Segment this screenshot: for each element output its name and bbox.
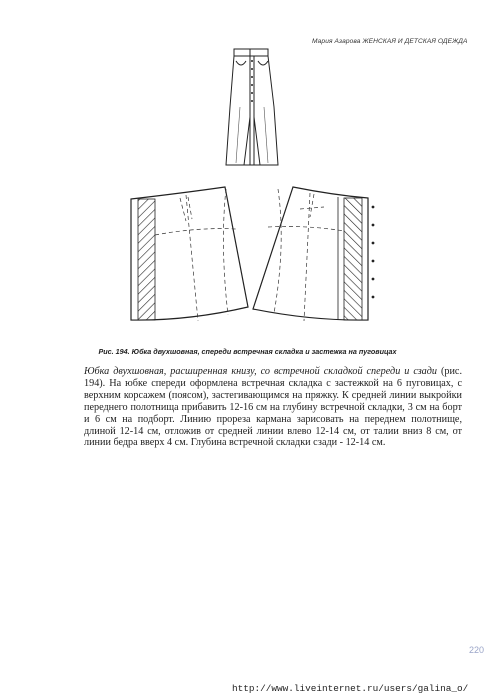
body-text-rest: (рис. 194). На юбке спереди оформлена встречная складка с застежкой на 6 пуговицах, с верхним корсажем (поясом), застегивающимся на пряжку. К средней линии выкройки переднего полотнища прибавить 12-16 см на глубину встречной складки, 3 см на борт и 6 см на подборт. Линию прореза кармана зарисовать на переднем полотнище, длиной 12-14 см, отложив от средней линии влево 12-14 см, от талии вниз 8 см, от линии бедра вверх 4 см. Глубина встречной складки сзади - 12-14 см. <box>84 366 463 449</box>
front-pattern-piece <box>253 187 374 321</box>
body-lead-italic: Юбка двухшовная, расширенная книзу, со встречной складкой спереди и сзади <box>84 366 438 377</box>
footer-url[interactable]: http://www.liveinternet.ru/users/galina_o/ <box>232 683 469 694</box>
running-header: Мария Азарова ЖЕНСКАЯ И ДЕТСКАЯ ОДЕЖДА <box>312 38 468 45</box>
pattern-pieces <box>128 185 376 330</box>
back-pattern-piece <box>131 187 248 321</box>
figure-caption: Рис. 194. Юбка двухшовная, спереди встречная складка и застежка на пуговицах <box>98 347 397 356</box>
skirt-illustration <box>220 47 284 169</box>
page-number: 220 <box>469 645 485 655</box>
body-paragraph <box>84 366 462 449</box>
